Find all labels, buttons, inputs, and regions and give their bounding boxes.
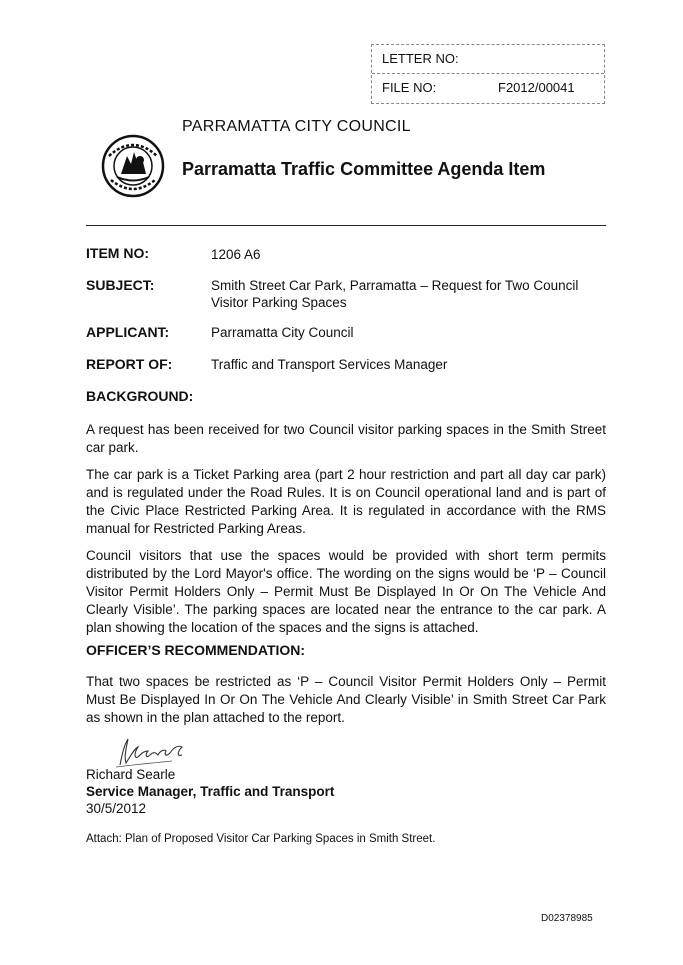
report-of-label: REPORT OF: bbox=[86, 356, 173, 372]
background-paragraph: The car park is a Ticket Parking area (part 2 hour restriction and part all day car park) and is regulated under the Road Rules. It is on Council operational land and is part of the Civic Place Restricted Parking Area. It is regulated in accordance with the RMS manual for Restricted Parking Areas. bbox=[86, 467, 606, 536]
report-of-value: Traffic and Transport Services Manager bbox=[211, 357, 448, 372]
item-no-value: 1206 A6 bbox=[211, 247, 261, 262]
background-paragraph: Council visitors that use the spaces would be provided with short term permits distributed by the Lord Mayor's office. The wording on the signs would be ‘P – Council Visitor Permit Holders Only – Permit Must Be Displayed In Or On The Vehicle And Clearly Visible’. The parking spaces are located near the entrance to the car park. A plan showing the location of the spaces and the signs is attached. bbox=[86, 548, 606, 635]
file-no-value: F2012/00041 bbox=[498, 80, 575, 95]
recommendation-heading: OFFICER’S RECOMMENDATION: bbox=[86, 642, 306, 658]
item-no-label: ITEM NO: bbox=[86, 245, 149, 261]
reference-box bbox=[371, 44, 605, 104]
recommendation-text: That two spaces be restricted as ‘P – Council Visitor Permit Holders Only – Permit Must Be Displayed In Or On The Vehicle And Clearly Visible’ in Smith Street Car Park as shown in the plan attached to the report. bbox=[86, 674, 606, 725]
subject-value: Smith Street Car Park, Parramatta – Request for Two Council Visitor Parking Spaces bbox=[211, 278, 579, 310]
subject-label: SUBJECT: bbox=[86, 277, 155, 293]
council-seal-logo bbox=[101, 134, 165, 198]
handwritten-signature bbox=[112, 735, 192, 769]
attachment-note: Attach: Plan of Proposed Visitor Car Parking Spaces in Smith Street. bbox=[86, 833, 436, 845]
file-no-row bbox=[372, 73, 604, 102]
signature-date: 30/5/2012 bbox=[86, 801, 147, 816]
document-title: Parramatta Traffic Committee Agenda Item bbox=[182, 159, 546, 179]
letter-no-label: LETTER NO: bbox=[382, 51, 459, 66]
organisation-name: PARRAMATTA CITY COUNCIL bbox=[182, 118, 411, 135]
signatory-position: Service Manager, Traffic and Transport bbox=[86, 784, 335, 799]
letter-no-row bbox=[372, 45, 604, 73]
background-heading: BACKGROUND: bbox=[86, 388, 194, 404]
file-no-label: FILE NO: bbox=[382, 80, 437, 95]
document-code: D02378985 bbox=[541, 913, 593, 924]
signatory-name: Richard Searle bbox=[86, 767, 176, 782]
applicant-label: APPLICANT: bbox=[86, 324, 170, 340]
applicant-value: Parramatta City Council bbox=[211, 325, 354, 340]
header-divider bbox=[86, 225, 606, 226]
background-paragraph: A request has been received for two Council visitor parking spaces in the Smith Street car park. bbox=[86, 422, 606, 455]
